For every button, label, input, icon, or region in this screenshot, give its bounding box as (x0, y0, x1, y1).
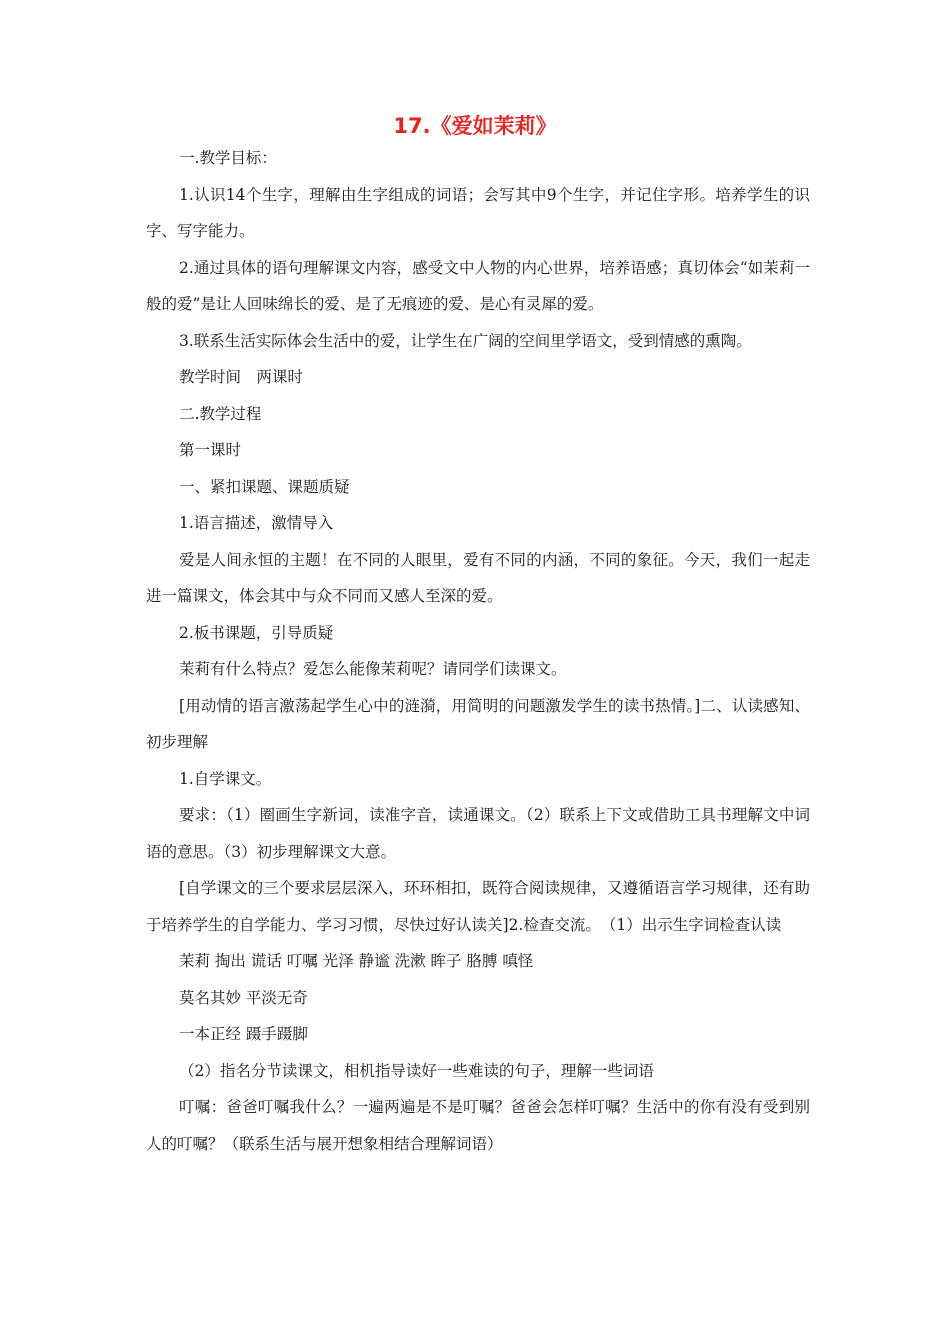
paragraph: 1.语言描述，激情导入 (179, 514, 334, 532)
paragraph: [自学课文的三个要求层层深入，环环相扣，既符合阅读规律，又遵循语言学习规律，还有助于培养学生的自学能力、学习习惯，尽快过好认读关]2.检查交流。 （1）出示生字词检查认读 (146, 879, 810, 934)
paragraph: 一.教学目标： (179, 149, 277, 167)
paragraph: 叮嘱：爸爸叮嘱我什么？一遍两遍是不是叮嘱？爸爸会怎样叮嘱？生活中的你有没有受到别人的叮嘱？（联系生活与展开想象相结合理解词语） (146, 1098, 810, 1153)
paragraph: 1.自学课文。 (179, 769, 272, 788)
paragraph: 第一课时 (179, 441, 242, 459)
paragraph: 一、紧扣课题、课题质疑 (179, 477, 350, 496)
paragraph: 要求：（1）圈画生字新词，读准字音，读通课文。（2）联系上下文或借助工具书理解文中词语的意思。（3）初步理解课文大意。 (146, 806, 810, 861)
document-title: 17.《爱如茉莉》 (393, 114, 557, 138)
paragraph: 3.联系生活实际体会生活中的爱，让学生在广阔的空间里学语文，受到情感的熏陶。 (179, 331, 752, 350)
paragraph: （2）指名分节读课文，相机指导读好一些难读的句子，理解一些词语 (179, 1061, 654, 1080)
vocabulary-list: 一本正经 蹑手蹑脚 (179, 1025, 308, 1043)
vocabulary-list: 茉莉 掏出 谎话 叮嘱 光泽 静谧 洗漱 眸子 胳膊 嗔怪 (179, 952, 534, 970)
paragraph: 1.认识14个生字，理解由生字组成的词语；会写其中9个生字，并记住字形。培养学生的识字、写字能力。 (146, 185, 810, 240)
paragraph: 教学时间 两课时 (179, 368, 304, 386)
vocabulary-list: 莫名其妙 平淡无奇 (179, 988, 308, 1007)
document-body (146, 140, 810, 1162)
paragraph: 2.通过具体的语句理解课文内容，感受文中人物的内心世界，培养语感；真切体会“如茉莉一般的爱”是让人回味绵长的爱、是了无痕迹的爱、是心有灵犀的爱。 (146, 258, 810, 313)
paragraph: 爱是人间永恒的主题！在不同的人眼里，爱有不同的内涵，不同的象征。今天，我们一起走进一篇课文，体会其中与众不同而又感人至深的爱。 (146, 550, 810, 605)
paragraph: [用动情的语言激荡起学生心中的涟漪，用简明的问题激发学生的读书热情。]二、认读感知、初步理解 (146, 696, 810, 751)
paragraph: 二.教学过程 (179, 404, 262, 423)
paragraph: 茉莉有什么特点？爱怎么能像茉莉呢？请同学们读课文。 (179, 660, 567, 678)
paragraph: 2.板书课题，引导质疑 (179, 623, 334, 642)
